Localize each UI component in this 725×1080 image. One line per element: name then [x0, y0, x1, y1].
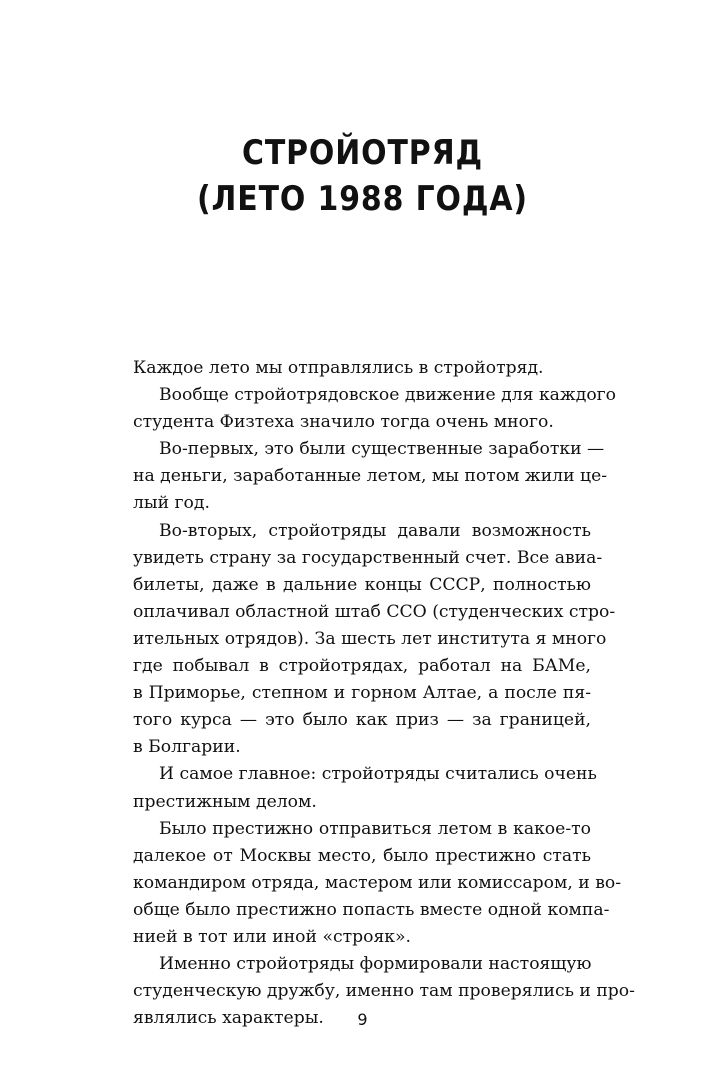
text-line: увидеть страну за государственный счет. Все авиа- — [133, 547, 603, 568]
text-line: в Болгарии. — [133, 737, 241, 758]
text-line: на деньги, заработанные летом, мы потом жили це- — [133, 466, 608, 487]
text-line: Во-вторых, стройотряды давали возможность — [159, 520, 591, 541]
text-line: в Приморье, степном и горном Алтае, а после пя- — [133, 683, 591, 704]
chapter-title — [44, 130, 682, 222]
chapter-title-line-1: СТРОЙОТРЯД — [241, 133, 484, 173]
text-line: престижным делом. — [133, 791, 317, 812]
text-line: студента Физтеха значило тогда очень много. — [133, 412, 554, 433]
text-line: И самое главное: стройотряды считались очень — [159, 764, 597, 785]
paragraph — [133, 816, 622, 951]
paragraph — [133, 436, 608, 517]
text-line: нией в тот или иной «строяк». — [133, 926, 412, 947]
text-line: ительных отрядов). За шесть лет института я много — [133, 628, 607, 649]
paragraph — [133, 761, 597, 815]
text-line: обще было престижно попасть вместе одной компа- — [133, 899, 610, 920]
text-line: того курса — это было как приз — за границей, — [133, 710, 591, 731]
text-line: где побывал в стройотрядах, работал на БАМе, — [133, 656, 591, 677]
text-line: командиром отряда, мастером или комиссаром, и во- — [133, 872, 622, 893]
text-line: Именно стройотряды формировали настоящую — [159, 954, 592, 975]
chapter-title-line-2: (ЛЕТО 1988 ГОДА) — [197, 179, 528, 219]
text-line: билеты, даже в дальние концы СССР, полностью — [133, 574, 591, 595]
text-line: далекое от Москвы место, было престижно стать — [133, 845, 591, 866]
text-line: оплачивал областной штаб ССО (студенческих стро- — [133, 601, 616, 622]
text-line: Вообще стройотрядовское движение для каждого — [159, 385, 617, 406]
text-line: лый год. — [133, 493, 210, 514]
text-line: являлись характеры. — [133, 1008, 324, 1029]
page-number: 9 — [357, 1010, 368, 1029]
paragraph — [133, 518, 616, 762]
paragraph — [133, 382, 617, 436]
body-text — [133, 355, 635, 1032]
text-line: Было престижно отправиться летом в какое-то — [159, 818, 591, 839]
text-line: Каждое лето мы отправлялись в стройотряд. — [133, 358, 544, 378]
text-line: студенческую дружбу, именно там проверялись и про- — [133, 981, 635, 1002]
paragraph — [133, 355, 591, 382]
text-line: Во-первых, это были существенные заработки — — [159, 439, 605, 460]
